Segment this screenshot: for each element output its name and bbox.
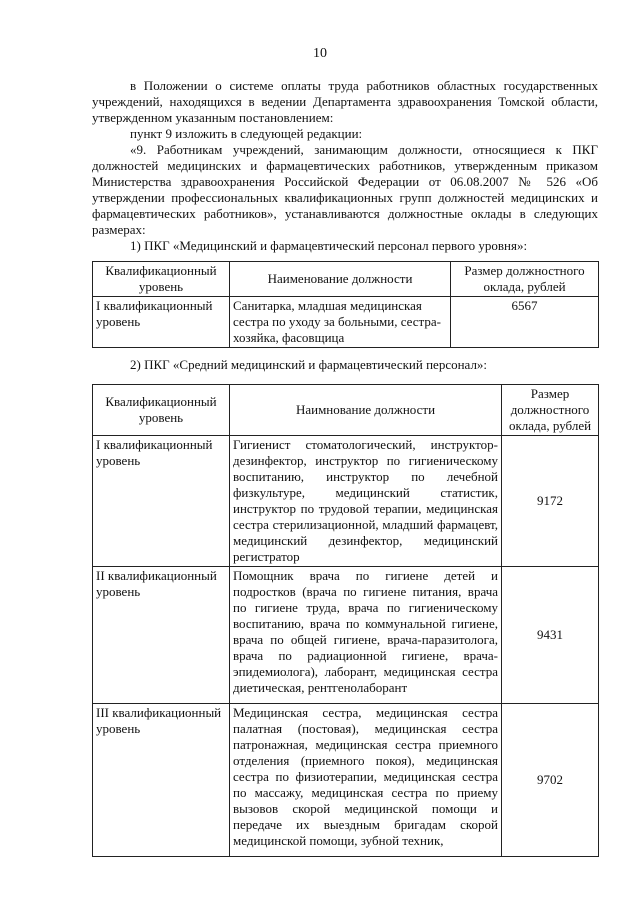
level-cell: I квалификационный уровень [93, 297, 230, 348]
header-level: Квалификационный уровень [93, 385, 230, 436]
position-cell: Медицинская сестра, медицинская сестра палатная (постовая), медицинская сестра патронажная, медицинская сестра приемного отделения (приемного покоя), медицинская сестра по физиотерапии, медицинская сестра по массажу, медицинская сестра по приему вызовов скорой медицинской помощи и передаче их выездным бригадам скорой медицинской помощи, зубной техник, [230, 704, 502, 857]
salary-cell: 9702 [502, 704, 599, 857]
table-header-row [93, 262, 599, 297]
level-cell: II квалификационный уровень [93, 567, 230, 704]
position-cell: Гигиенист стоматологический, инструктор-дезинфектор, инструктор по гигиеническому воспитанию, инструктор по лечебной физкультуре, медицинский статистик, инструктор по трудовой терапии, медицинская сестра стерилизационной, младший фармацевт, медицинский дезинфектор, медицинский регистратор [230, 436, 502, 567]
salary-table-first-level [92, 261, 599, 348]
header-salary: Размер должностного оклада, рублей [502, 385, 599, 436]
table-header-row [93, 385, 599, 436]
header-level: Квалификационный уровень [93, 262, 230, 297]
header-position: Наимнование должности [230, 385, 502, 436]
table-row [93, 704, 599, 857]
salary-table-mid-level [92, 384, 599, 857]
level-cell: I квалификационный уровень [93, 436, 230, 567]
section-2-heading: 2) ПКГ «Средний медицинский и фармацевтический персонал»: [130, 357, 488, 372]
amendment-paragraph: пункт 9 изложить в следующей редакции: [130, 126, 363, 141]
salary-cell: 9431 [502, 567, 599, 704]
section-1-heading: 1) ПКГ «Медицинский и фармацевтический персонал первого уровня»: [130, 238, 528, 253]
salary-cell: 6567 [451, 297, 599, 348]
table-row [93, 297, 599, 348]
table-row [93, 567, 599, 704]
header-position: Наименование должности [230, 262, 451, 297]
intro-paragraph: в Положении о системе оплаты труда работников областных государственных учреждений, находящихся в ведении Департамента здравоохранения Томской области, утвержденном указанным постановлением: [92, 78, 598, 125]
page-number: 10 [313, 46, 327, 61]
header-salary: Размер должностного оклада, рублей [451, 262, 599, 297]
level-cell: III квалификационный уровень [93, 704, 230, 857]
position-cell: Помощник врача по гигиене детей и подростков (врача по гигиене питания, врача по гигиене труда, врача по гигиеническому воспитанию, врача по коммунальной гигиене, врача по общей гигиене, врача-паразитолога, врача по радиационной гигиене, врача-эпидемиолога), лаборант, медицинская сестра диетическая, рентгенолаборант [230, 567, 502, 704]
position-cell: Санитарка, младшая медицинская сестра по уходу за больными, сестра-хозяйка, фасовщица [230, 297, 451, 348]
salary-cell: 9172 [502, 436, 599, 567]
table-row [93, 436, 599, 567]
clause-9-paragraph: «9. Работникам учреждений, занимающим должности, относящиеся к ПКГ должностей медицинских и фармацевтических работников, утвержденным приказом Министерства здравоохранения Российской Федерации от 06.08.2007 № 526 «Об утверждении профессиональных квалификационных групп должностей медицинских и фармацевтических работников», устанавливаются должностные оклады в следующих размерах: [92, 142, 598, 237]
